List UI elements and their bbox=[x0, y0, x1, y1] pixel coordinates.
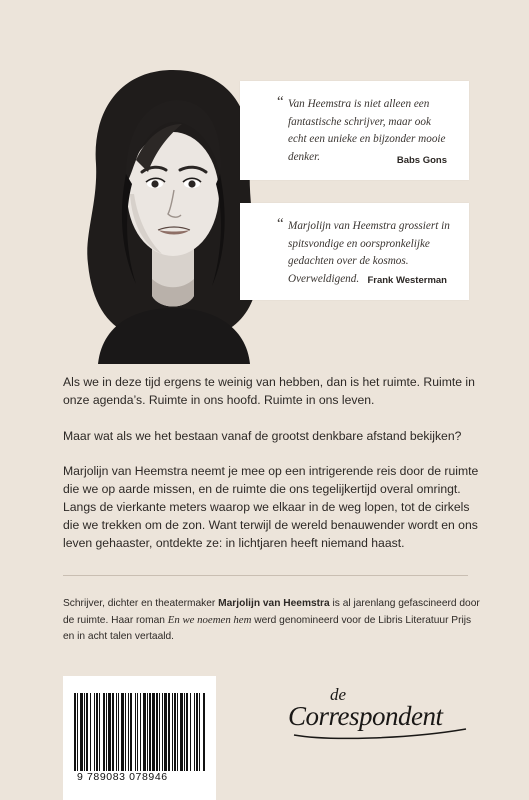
quote-mark: “ bbox=[277, 216, 284, 232]
barcode-bar bbox=[135, 693, 136, 771]
barcode-bar bbox=[128, 693, 129, 771]
barcode-bar bbox=[174, 693, 176, 771]
quote-author: Frank Westerman bbox=[367, 275, 447, 286]
barcode-bar bbox=[90, 693, 91, 771]
quote-author: Babs Gons bbox=[396, 155, 447, 166]
isbn-barcode bbox=[74, 693, 205, 771]
barcode-bar bbox=[149, 693, 151, 771]
isbn-number: 9 789083 078946 bbox=[77, 771, 168, 783]
barcode-bar bbox=[118, 693, 119, 771]
logo-correspondent: Correspondent bbox=[288, 701, 443, 731]
logo-swash bbox=[288, 685, 478, 745]
barcode-bar bbox=[86, 693, 88, 771]
barcode-bar bbox=[130, 693, 132, 771]
blurb-paragraph-3: Marjolijn van Heemstra neemt je mee op een intrigerende reis door de ruimte die we op aarde missen, en de ruimte die ons tegelijkertijd overal omringt. Langs de vierkante meters waarop we elkaar in de weg lopen, tot de cirkels die we trekken om de zon. Want terwijl de wereld benauwender wordt en ons leven gehaaster, ontdekte ze: in lichtjaren heeft niemand haast. bbox=[63, 464, 479, 550]
divider bbox=[63, 575, 468, 576]
barcode-bar bbox=[168, 693, 170, 771]
barcode-bar bbox=[156, 693, 158, 771]
barcode-bar bbox=[99, 693, 100, 771]
blurb-paragraph-1: Als we in deze tijd ergens te weinig van hebben, dan is het ruimte. Ruimte in onze agenda’s. Ruimte in ons hoofd. Ruimte in ons leven. bbox=[63, 375, 475, 407]
author-bio: Schrijver, dichter en theatermaker Marjolijn van Heemstra is al jarenlang gefascineerd door de ruimte. Haar roman En we noemen hem werd genomineerd voor de Libris Literatuur Prijs en in acht talen vertaald. bbox=[63, 598, 480, 642]
barcode-bar bbox=[180, 693, 183, 771]
barcode-bar bbox=[203, 693, 205, 771]
barcode-bar bbox=[74, 693, 76, 771]
barcode-bar bbox=[162, 693, 163, 771]
quote-text: “ Marjolijn van Heemstra grossiert in spitsvondige en oorspronkelijke gedachten over de kosmos. Overweldigend. bbox=[277, 216, 450, 285]
barcode-bar bbox=[80, 693, 83, 771]
barcode-bar bbox=[103, 693, 105, 771]
barcode-bar bbox=[116, 693, 117, 771]
barcode-bar bbox=[125, 693, 126, 771]
barcode-bar bbox=[190, 693, 191, 771]
barcode-bar bbox=[121, 693, 124, 771]
quote-text: “ Van Heemstra is niet alleen een fantastische schrijver, maar ook echt een unieke en bijzonder mooie denker. bbox=[277, 94, 446, 163]
barcode-bar bbox=[177, 693, 178, 771]
barcode-bar bbox=[147, 693, 148, 771]
barcode-bar bbox=[159, 693, 160, 771]
barcode-bar bbox=[199, 693, 200, 771]
barcode-bar bbox=[152, 693, 155, 771]
barcode-panel bbox=[63, 676, 216, 800]
author-name: Marjolijn van Heemstra bbox=[218, 598, 330, 609]
barcode-bar bbox=[172, 693, 173, 771]
barcode-bar bbox=[140, 693, 141, 771]
barcode-bar bbox=[196, 693, 198, 771]
barcode-bar bbox=[106, 693, 107, 771]
barcode-bar bbox=[112, 693, 114, 771]
quote-mark: “ bbox=[277, 94, 284, 110]
barcode-bar bbox=[94, 693, 95, 771]
barcode-bar bbox=[184, 693, 185, 771]
barcode-bar bbox=[164, 693, 167, 771]
logo-de: de bbox=[330, 685, 347, 704]
barcode-bar bbox=[84, 693, 85, 771]
barcode-bar bbox=[143, 693, 146, 771]
barcode-bar bbox=[108, 693, 111, 771]
quote-box-2 bbox=[240, 203, 469, 300]
publisher-logo bbox=[288, 685, 478, 745]
barcode-bar bbox=[137, 693, 138, 771]
barcode-bar bbox=[77, 693, 78, 771]
barcode-bar bbox=[194, 693, 195, 771]
quote-box-1 bbox=[240, 81, 469, 180]
barcode-bar bbox=[186, 693, 188, 771]
barcode-bar bbox=[96, 693, 98, 771]
novel-title: En we noemen hem bbox=[167, 614, 252, 626]
blurb-paragraph-2: Maar wat als we het bestaan vanaf de grootst denkbare afstand bekijken? bbox=[63, 429, 462, 443]
